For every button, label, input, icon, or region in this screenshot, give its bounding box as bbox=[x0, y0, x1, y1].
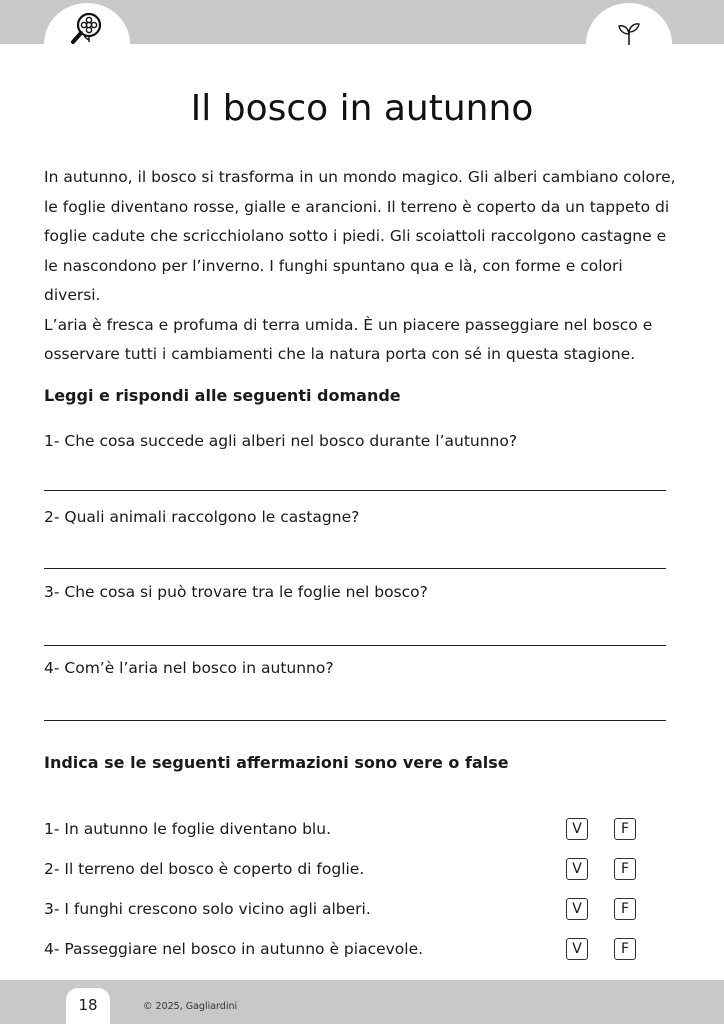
intro-line: foglie cadute che scricchiolano sotto i piedi. Gli scoiattoli raccolgono castagne e bbox=[44, 227, 667, 245]
questions-heading: Leggi e rispondi alle seguenti domande bbox=[44, 386, 401, 405]
statement-text: 2- Il terreno del bosco è coperto di foglie. bbox=[44, 860, 365, 878]
statement-text: 1- In autunno le foglie diventano blu. bbox=[44, 820, 331, 838]
header-tab-right bbox=[586, 3, 672, 85]
intro-line: L’aria è fresca e profuma di terra umida. È un piacere passeggiare nel bosco e bbox=[44, 315, 653, 334]
intro-line: le foglie diventano rosse, gialle e arancioni. Il terreno è coperto da un tappeto di bbox=[44, 197, 670, 216]
intro-paragraph bbox=[44, 163, 684, 370]
answer-line-4[interactable] bbox=[44, 720, 666, 721]
magnifier-flower-icon bbox=[68, 9, 108, 49]
false-checkbox[interactable]: F bbox=[614, 818, 636, 840]
intro-line: In autunno, il bosco si trasforma in un mondo magico. Gli alberi cambiano colore, bbox=[44, 168, 676, 186]
false-checkbox[interactable]: F bbox=[614, 938, 636, 960]
question-3: 3- Che cosa si può trovare tra le foglie nel bosco? bbox=[44, 583, 428, 601]
page-title: Il bosco in autunno bbox=[190, 88, 534, 129]
statement-row bbox=[44, 898, 644, 922]
question-4: 4- Com’è l’aria nel bosco in autunno? bbox=[44, 659, 334, 677]
true-false-heading: Indica se le seguenti affermazioni sono vere o false bbox=[44, 753, 509, 772]
intro-line: le nascondono per l’inverno. I funghi spuntano qua e là, con forme e colori diversi. bbox=[44, 256, 623, 304]
false-checkbox[interactable]: F bbox=[614, 858, 636, 880]
intro-line: osservare tutti i cambiamenti che la natura porta con sé in questa stagione. bbox=[44, 345, 636, 363]
answer-line-3[interactable] bbox=[44, 645, 666, 646]
false-checkbox[interactable]: F bbox=[614, 898, 636, 920]
statement-text: 4- Passeggiare nel bosco in autunno è piacevole. bbox=[44, 940, 424, 958]
true-checkbox[interactable]: V bbox=[566, 938, 588, 960]
page-number: 18 bbox=[78, 996, 98, 1014]
question-1: 1- Che cosa succede agli alberi nel bosco durante l’autunno? bbox=[44, 432, 518, 450]
header-tab-left bbox=[44, 3, 130, 85]
true-checkbox[interactable]: V bbox=[566, 898, 588, 920]
true-checkbox[interactable]: V bbox=[566, 818, 588, 840]
sprout-icon bbox=[617, 21, 641, 47]
answer-line-2[interactable] bbox=[44, 568, 666, 569]
statement-row bbox=[44, 938, 644, 962]
answer-line-1[interactable] bbox=[44, 490, 666, 491]
statement-text: 3- I funghi crescono solo vicino agli alberi. bbox=[44, 900, 371, 918]
question-2: 2- Quali animali raccolgono le castagne? bbox=[44, 508, 360, 526]
statement-row bbox=[44, 818, 644, 842]
true-checkbox[interactable]: V bbox=[566, 858, 588, 880]
copyright-notice: © 2025, Gagliardini bbox=[143, 1001, 238, 1012]
statement-row bbox=[44, 858, 644, 882]
